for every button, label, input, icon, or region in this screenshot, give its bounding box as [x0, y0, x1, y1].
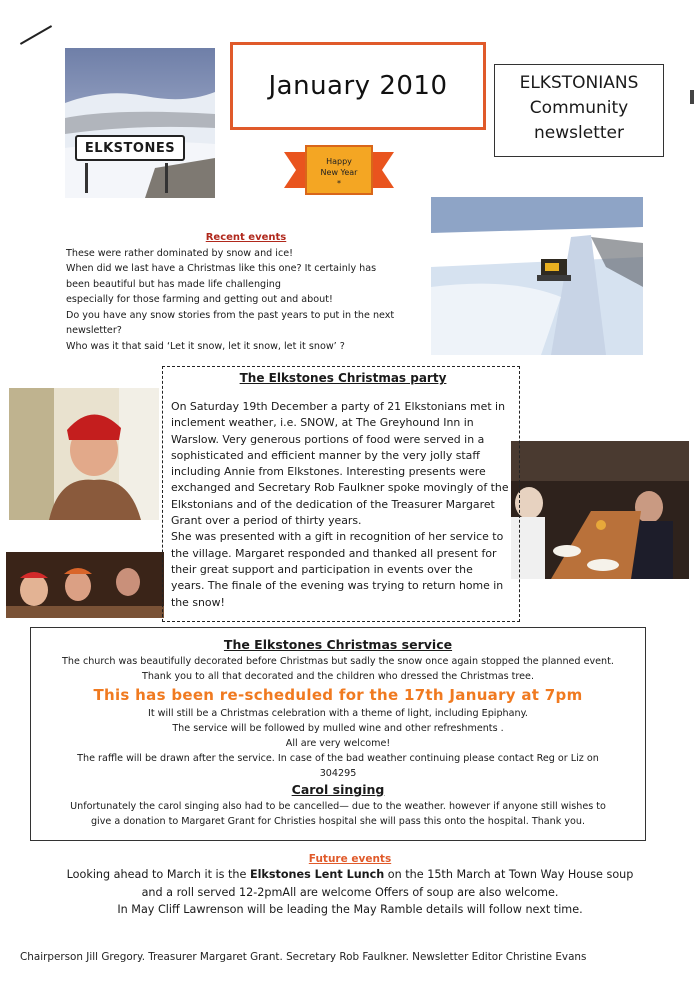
party-line: exchanged and Secretary Rob Faulkner spoke movingly of the: [171, 481, 509, 495]
newsletter-brand-box: [494, 64, 664, 157]
party-line: the village. Margaret responded and thanked all present for: [171, 546, 497, 560]
party-table-photo-left: [6, 552, 164, 618]
party-line: She was presented with a gift in recognition of her service to: [171, 530, 504, 544]
service-line: Thank you to all that decorated and the children who dressed the Christmas tree.: [141, 671, 535, 682]
party-line: the snow!: [171, 595, 225, 609]
future-line-3: In May Cliff Lawrenson will be leading the May Ramble details will follow next time.: [117, 903, 583, 916]
brand-line-1: ELKSTONIANS: [519, 73, 639, 93]
service-heading: The Elkstones Christmas service: [223, 637, 453, 652]
snow-plough-photo: [431, 197, 643, 355]
future-line-1: [40, 866, 660, 884]
service-line: All are very welcome!: [285, 738, 391, 749]
future-line-2: and a roll served 12-2pmAll are welcome Offers of soup are also welcome.: [141, 885, 559, 899]
banner-text: [312, 156, 366, 189]
party-dinner-photo-right: [511, 441, 689, 579]
banner-line-2: New Year: [320, 168, 358, 177]
recent-line: Do you have any snow stories from the past years to put in the next: [66, 309, 395, 321]
scan-edge-mark: [690, 90, 694, 104]
recent-events-heading: Recent events: [205, 232, 287, 243]
service-line: The raffle will be drawn after the service. In case of the bad weather continuing please contact Reg or Liz on: [77, 753, 599, 764]
party-line: Grant over a period of thirty years.: [171, 514, 362, 528]
future-events-section: [40, 852, 660, 919]
sign-text: ELKSTONES: [84, 140, 176, 156]
carol-heading: Carol singing: [291, 782, 385, 797]
issue-title: January 2010: [268, 71, 448, 101]
future-heading: Future events: [308, 853, 392, 865]
service-line: The church was beautifully decorated before Christmas but sadly the snow once again stopped the planned event.: [62, 656, 614, 667]
christmas-service-section: [30, 627, 646, 841]
recent-line: These were rather dominated by snow and ice!: [66, 247, 293, 259]
party-line: Warslow. Very generous portions of food were served in a: [171, 432, 485, 446]
rescheduled-notice: This has been re-scheduled for the 17th January at 7pm: [93, 686, 583, 704]
elkstones-sign: [75, 135, 185, 161]
party-body: [171, 399, 515, 611]
contact-phone: 304295: [319, 768, 357, 779]
party-line: On Saturday 19th December a party of 21 Elkstonians met in: [171, 400, 505, 413]
party-line: their great support and participation in events over the: [171, 562, 473, 576]
party-guest-photo: [9, 388, 159, 520]
lent-lunch-name: Elkstones Lent Lunch: [249, 868, 385, 881]
party-line: Elkstonians and of the dedication of the Treasurer Margaret: [171, 497, 495, 511]
recent-events-section: [66, 230, 426, 354]
christmas-party-article: [162, 366, 520, 622]
scan-mark: [20, 25, 52, 45]
recent-line: Who was it that said ‘Let it snow, let it snow, let it snow’ ?: [66, 340, 345, 352]
issue-title-box: [230, 42, 486, 130]
brand-line-3: newsletter: [534, 123, 624, 143]
recent-line: When did we last have a Christmas like this one? It certainly has: [66, 263, 377, 274]
service-line: The service will be followed by mulled wine and other refreshments .: [172, 723, 504, 734]
party-line: years. The finale of the evening was trying to return home in: [171, 579, 504, 593]
recent-line: newsletter?: [66, 325, 122, 336]
future-line-1-post: on the 15th March at Town Way House soup: [384, 868, 634, 881]
future-line-1-pre: Looking ahead to March it is the: [66, 868, 250, 881]
banner-line-1: Happy: [326, 157, 352, 166]
recent-line: been beautiful but has made life challenging: [66, 278, 281, 290]
elkstones-sign-photo: [65, 48, 215, 198]
party-line: including Annie from Elkstones. Interesting presents were: [171, 465, 486, 479]
party-line: inclement weather, i.e. SNOW, at The Greyhound Inn in: [171, 416, 474, 430]
carol-line: Unfortunately the carol singing also had to be cancelled— due to the weather. however if anyone still wishes to: [70, 801, 606, 812]
recent-line: especially for those farming and getting out and about!: [66, 294, 333, 305]
committee-footer: Chairperson Jill Gregory. Treasurer Margaret Grant. Secretary Rob Faulkner. Newsletter Editor Christine Evans: [20, 951, 587, 963]
brand-line-2: Community: [529, 98, 629, 118]
carol-line: give a donation to Margaret Grant for Christies hospital she will pass this onto the hospital. Thank you.: [90, 816, 586, 827]
party-line: sophisticated and efficient manner by the very jolly staff: [171, 448, 480, 462]
banner-line-3: *: [337, 179, 341, 188]
party-heading: The Elkstones Christmas party: [239, 371, 447, 385]
service-line: It will still be a Christmas celebration with a theme of light, including Epiphany.: [148, 708, 528, 719]
